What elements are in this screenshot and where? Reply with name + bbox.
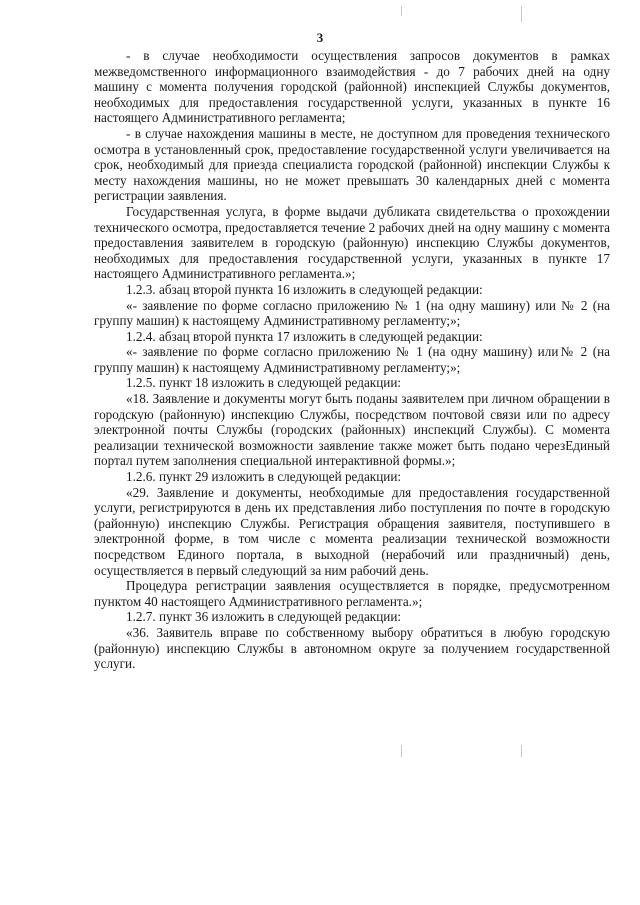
- paragraph: - в случае нахождения машины в месте, не доступном для проведения технического осмотра в установленный срок, предоставление государственной услуги увеличивается на срок, необходимый для приезда специалиста городской (районной) инспекции Службы к месту нахождения машины, но не может превышать 30 календарных дней с момента регистрации заявления.: [94, 125, 610, 204]
- page-number: 3: [316, 30, 324, 45]
- paragraph: Государственная услуга, в форме выдачи дубликата свидетельства о прохождении технического осмотра, предоставляется течение 2 рабочих дней на одну машину с момента предоставления заявителем в городскую (районную) инспекцию Службы документов, необходимых для предоставления государственной услуги, указанных в пункте 17 настоящего Административного регламента.»;: [94, 203, 610, 282]
- paragraph: «- заявление по форме согласно приложению № 1 (на одну машину) или № 2 (на группу машин) к настоящему Административному регламенту;»;: [94, 297, 610, 329]
- scan-artifact-mark: [401, 745, 402, 757]
- paragraph: Процедура регистрации заявления осуществляется в порядке, предусмотренном пунктом 40 настоящего Административного регламента.»;: [94, 578, 610, 609]
- document-body: [94, 48, 610, 672]
- paragraph: - в случае необходимости осуществления запросов документов в рамках межведомственного информационного взаимодействия - до 7 рабочих дней на одну машину с момента получения городской (районной) инспекцией Службы документов, необходимых для предоставления государственной услуги, указанных в пункте 16 настоящего Административного регламента;: [94, 48, 610, 126]
- paragraph: «29. Заявление и документы, необходимые для предоставления государственной услуги, регистрируются в день их представления либо поступления по почте в городскую (районную) инспекцию Службы. Регистрация обращения заявителя, поступившего в электронной форме, в том числе с момента реализации технической возможности посредством Единого портала, в выходной (нерабочий или праздничный) день, осуществляется в первый следующий за ним рабочий день.: [94, 484, 610, 578]
- scan-artifact-mark: [401, 6, 402, 16]
- amendment-heading: 1.2.4. абзац второй пункта 17 изложить в следующей редакции:: [126, 328, 483, 344]
- amendment-heading: 1.2.3. абзац второй пункта 16 изложить в следующей редакции:: [126, 281, 483, 297]
- scan-artifact-mark: [521, 6, 522, 22]
- paragraph: «36. Заявитель вправе по собственному выбору обратиться в любую городскую (районную) инспекцию Службы в автономном округе за получением государственной услуги.: [94, 624, 610, 672]
- amendment-heading: 1.2.6. пункт 29 изложить в следующей редакции:: [126, 469, 402, 485]
- scan-artifact-mark: [521, 745, 522, 757]
- paragraph: «18. Заявление и документы могут быть поданы заявителем при личном обращении в городскую (районную) инспекцию Службы, посредством почтовой связи или по адресу электронной почты Службы (городских (районных) инспекций Службы). С момента реализации технической возможности заявление также может быть подано черезЕдиный портал путем заполнения специальной интерактивной формы.»;: [94, 391, 610, 469]
- amendment-heading: 1.2.7. пункт 36 изложить в следующей редакции:: [126, 609, 402, 625]
- amendment-heading: 1.2.5. пункт 18 изложить в следующей редакции:: [126, 375, 402, 391]
- paragraph: «- заявление по форме согласно приложению № 1 (на одну машину) или№ 2 (на группу машин) к настоящему Административному регламенту;»;: [94, 344, 610, 375]
